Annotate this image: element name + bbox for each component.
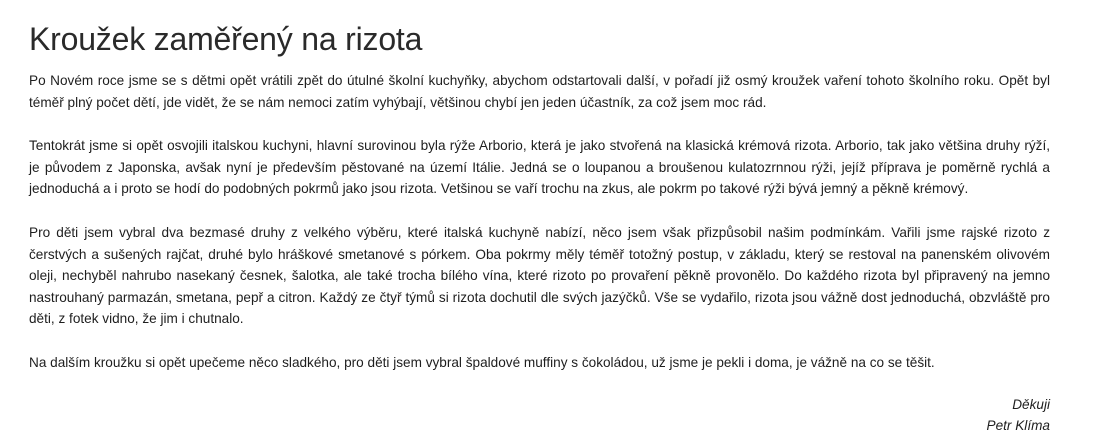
article-body [29, 70, 1050, 374]
paragraph-next-session: Na dalším kroužku si opět upečeme něco sladkého, pro děti jsem vybral špaldové muffiny s čokoládou, už jsme je pekli i doma, je vážně na co se těšit. [29, 354, 935, 370]
paragraph-recipes: Pro děti jsem vybral dva bezmasé druhy z velkého výběru, které italská kuchyně nabízí, něco jsem však přizpůsobil našim podmínkám. Vařili jsme rajské rizoto z čerstvých a sušených rajčat, druhé bylo hráškové smetanové s pórkem. Oba pokrmy měly téměř totožný postup, v základu, který se restoval na panenském olivovém oleji, nechyběl nahrubo nasekaný česnek, šalotka, ale také trocha bílého vína, které rizoto po provaření pěkně provonělo. Do každého rizota byl připravený na jemno nastrouhaný parmazán, smetana, pepř a citron. Každý ze čtyř týmů si rizota dochutil dle svých jazýčků. Vše se vydařilo, rizota jsou vážně dost jednoduchá, obzvláště pro děti, z fotek vidno, že jim i chutnalo. [29, 224, 1050, 327]
signature-thanks: Děkuji [1012, 396, 1050, 412]
paragraph-arborio: Tentokrát jsme si opět osvojili italskou kuchyni, hlavní surovinou byla rýže Arborio, která je jako stvořená na klasická krémová rizota. Arborio, tak jako většina druhy rýží, je původem z Japonska, avšak nyní je především pěstované na území Itálie. Jedná se o loupanou a broušenou kulatozrnnou rýži, jejíž příprava je poměrně rychlá a jednoduchá a i proto se hodí do podobných pokrmů jako jsou rizota. Vetšinou se vaří trochu na zkus, ale pokrm po takové rýži bývá jemný a pěkně krémový. [29, 138, 1050, 197]
signature [29, 394, 1050, 437]
article [29, 0, 1050, 437]
article-title: Kroužek zaměřený na rizota [29, 21, 423, 57]
paragraph-intro: Po Novém roce jsme se s dětmi opět vrátili zpět do útulné školní kuchyňky, abychom odstartovali další, v pořadí již osmý kroužek vaření tohoto školního roku. Opět byl téměř plný počet dětí, jde vidět, že se nám nemoci zatím vyhýbají, většinou chybí jen jeden účastník, za což jsem moc rád. [29, 73, 1050, 110]
signature-author: Petr Klíma [986, 418, 1050, 434]
